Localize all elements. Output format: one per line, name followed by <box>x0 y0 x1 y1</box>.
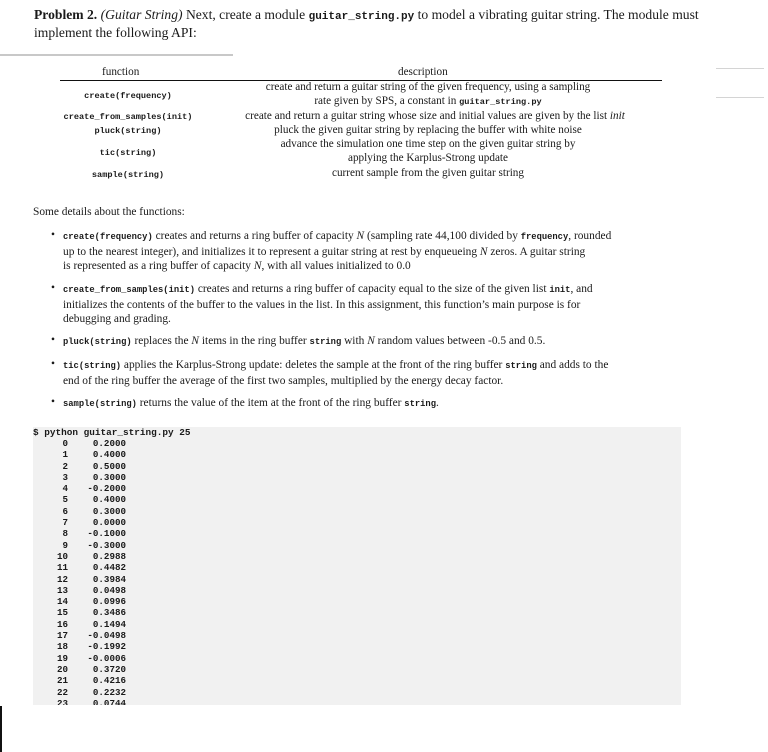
details-intro: Some details about the functions: <box>33 206 185 218</box>
bullet-marker: • <box>51 229 55 241</box>
margin-rule-bottom <box>716 97 764 98</box>
detail-pluck-n: N <box>367 335 375 347</box>
detail-create-text: creates and returns a ring buffer of capacity <box>152 230 357 242</box>
detail-pluck-string: string <box>309 337 342 347</box>
row-index: 19 <box>56 652 68 664</box>
row-index: 8 <box>62 528 68 540</box>
detail-sample-string: string <box>404 399 436 409</box>
row-index: 21 <box>56 675 68 687</box>
row-index: 7 <box>62 517 68 529</box>
detail-create-code: create(frequency) <box>63 232 153 242</box>
row-index: 11 <box>56 562 68 574</box>
row-index: 13 <box>56 584 68 596</box>
row-value: 0.4000 <box>92 494 126 506</box>
row-index: 17 <box>56 630 68 642</box>
bullet-marker: • <box>51 282 55 294</box>
detail-cfs-text: creates and returns a ring buffer of capacity equal to the size of the given list <box>194 283 550 295</box>
detail-pluck-code: pluck(string) <box>63 337 132 347</box>
row-index: 6 <box>62 505 68 517</box>
detail-create-text: , with all values initialized to 0.0 <box>261 260 411 273</box>
api-fn-create: create(frequency) <box>84 91 172 101</box>
problem-label: Problem 2. <box>34 7 98 22</box>
detail-create-text: is represented as a ring buffer of capacity <box>63 260 254 273</box>
row-value: 0.0000 <box>92 517 126 529</box>
row-value: 0.2000 <box>92 438 126 449</box>
detail-create-frequency: frequency <box>520 232 569 242</box>
detail-create <box>63 229 688 274</box>
bullet-marker: • <box>51 358 55 370</box>
detail-pluck-n: N <box>191 335 200 347</box>
api-desc-create-line2: rate given by SPS, a constant in <box>314 95 460 108</box>
row-value: 0.2988 <box>92 550 126 562</box>
api-fn-tic: tic(string) <box>99 148 157 158</box>
detail-pluck-text: with <box>341 335 368 347</box>
terminal-command: $ python guitar_string.py 25 <box>33 427 191 438</box>
detail-tic-text: applies the Karplus-Strong update: deletes the sample at the front of the ring buffer <box>121 359 506 371</box>
row-value: -0.0498 <box>87 630 126 642</box>
detail-cfs-init: init <box>549 285 571 295</box>
intro-text-a: Next, create a module <box>182 7 309 22</box>
row-value: 0.4000 <box>92 449 126 461</box>
row-value: 0.3984 <box>92 573 126 585</box>
row-index: 4 <box>62 483 68 495</box>
row-value: 0.3486 <box>92 607 126 619</box>
row-index: 5 <box>62 494 68 506</box>
bullet-marker: • <box>51 396 55 408</box>
detail-create-text: up to the nearest integer), and initializes it to represent a guitar string at rest by enqueueing <box>63 245 480 258</box>
row-index: 15 <box>56 607 68 619</box>
row-value: -0.2000 <box>87 483 126 495</box>
detail-sample-text: . <box>435 397 439 409</box>
detail-cfs-text: initializes the contents of the buffer to the values in the list. In this assignment, this function’s main purpose is for <box>63 298 581 311</box>
detail-tic-string: string <box>505 361 537 371</box>
row-index: 1 <box>62 449 68 461</box>
detail-create-from-samples <box>63 282 688 327</box>
detail-create-n: N <box>356 230 365 242</box>
detail-tic-code: tic(string) <box>63 361 122 371</box>
detail-cfs-text: debugging and grading. <box>63 313 171 326</box>
detail-create-n: N <box>479 245 488 258</box>
row-value: 0.3000 <box>92 471 126 483</box>
row-value: 0.1494 <box>92 618 126 630</box>
detail-pluck-text: random values between -0.5 and 0.5. <box>374 335 546 347</box>
detail-create-text: zeros. A guitar string <box>487 245 586 258</box>
api-desc-create <box>208 80 648 109</box>
api-desc-create-module: guitar_string.py <box>459 97 542 108</box>
column-header-description: description <box>398 66 448 78</box>
bullet-marker: • <box>51 334 55 346</box>
row-value: 0.0498 <box>92 584 126 596</box>
api-desc-create-from-samples <box>200 109 670 123</box>
row-index: 2 <box>62 460 68 472</box>
api-fn-pluck: pluck(string) <box>94 126 162 136</box>
row-index: 20 <box>56 663 68 675</box>
column-header-function: function <box>102 66 140 78</box>
row-value: -0.3000 <box>87 539 126 551</box>
row-index: 23 <box>56 697 68 705</box>
row-index: 22 <box>56 686 68 698</box>
detail-tic-text: end of the ring buffer the average of the first two samples, multiplied by the energy decay factor. <box>63 374 504 387</box>
detail-cfs-text: , and <box>570 283 593 295</box>
detail-create-n: N <box>253 260 262 273</box>
detail-tic <box>63 358 688 388</box>
terminal-output <box>33 427 681 705</box>
api-desc-cfs-init: init <box>609 110 625 122</box>
row-value: -0.1000 <box>87 528 126 540</box>
detail-pluck-text: replaces the <box>131 335 192 347</box>
api-desc-pluck: pluck the given guitar string by replacing the buffer with white noise <box>274 124 582 136</box>
detail-cfs-code: create_from_samples(init) <box>63 285 195 295</box>
row-index: 18 <box>56 641 68 653</box>
api-desc-tic-line1: advance the simulation one time step on the given guitar string by <box>280 138 576 150</box>
module-filename: guitar_string.py <box>308 11 415 23</box>
api-desc-create-line1: create and return a guitar string of the given frequency, using a sampling <box>265 81 591 93</box>
row-index: 12 <box>56 573 68 585</box>
row-index: 14 <box>56 596 68 608</box>
row-value: 0.3720 <box>92 663 126 675</box>
row-index: 10 <box>56 550 68 562</box>
row-value: 0.4482 <box>92 562 126 574</box>
row-value: 0.5000 <box>92 460 126 472</box>
detail-sample <box>63 396 688 412</box>
api-fn-sample: sample(string) <box>91 170 165 180</box>
problem-title: (Guitar String) <box>100 7 183 22</box>
intro-text-b: to model a vibrating guitar string. The module must implement the following API: <box>34 7 699 40</box>
detail-sample-code: sample(string) <box>63 399 137 409</box>
row-value: -0.0006 <box>87 652 126 664</box>
detail-create-text: , rounded <box>568 230 612 242</box>
row-value: -0.1992 <box>87 641 126 653</box>
row-value: 0.0744 <box>92 697 126 705</box>
problem-header <box>34 7 759 41</box>
api-desc-tic <box>208 137 648 165</box>
api-desc-cfs-text: create and return a guitar string whose size and initial values are given by the list <box>245 110 610 122</box>
api-desc-tic-line2: applying the Karplus-Strong update <box>347 152 508 165</box>
row-value: 0.4216 <box>92 675 126 687</box>
api-fn-create-from-samples: create_from_samples(init) <box>63 112 193 122</box>
detail-pluck <box>63 334 688 350</box>
margin-rule-top <box>716 68 764 69</box>
detail-create-text: (sampling rate 44,100 divided by <box>364 230 521 242</box>
row-index: 3 <box>62 471 68 483</box>
detail-tic-text: and adds to the <box>536 359 609 371</box>
api-desc-sample: current sample from the given guitar string <box>332 167 524 179</box>
row-index: 0 <box>62 438 68 449</box>
detail-pluck-text: items in the ring buffer <box>199 335 310 347</box>
row-value: 0.0996 <box>92 596 126 608</box>
row-index: 16 <box>56 618 68 630</box>
header-divider <box>0 54 233 56</box>
row-value: 0.2232 <box>92 686 126 698</box>
row-index: 9 <box>62 539 68 551</box>
left-edge-bar <box>0 706 2 752</box>
row-value: 0.3000 <box>92 505 126 517</box>
detail-sample-text: returns the value of the item at the front of the ring buffer <box>136 397 405 409</box>
